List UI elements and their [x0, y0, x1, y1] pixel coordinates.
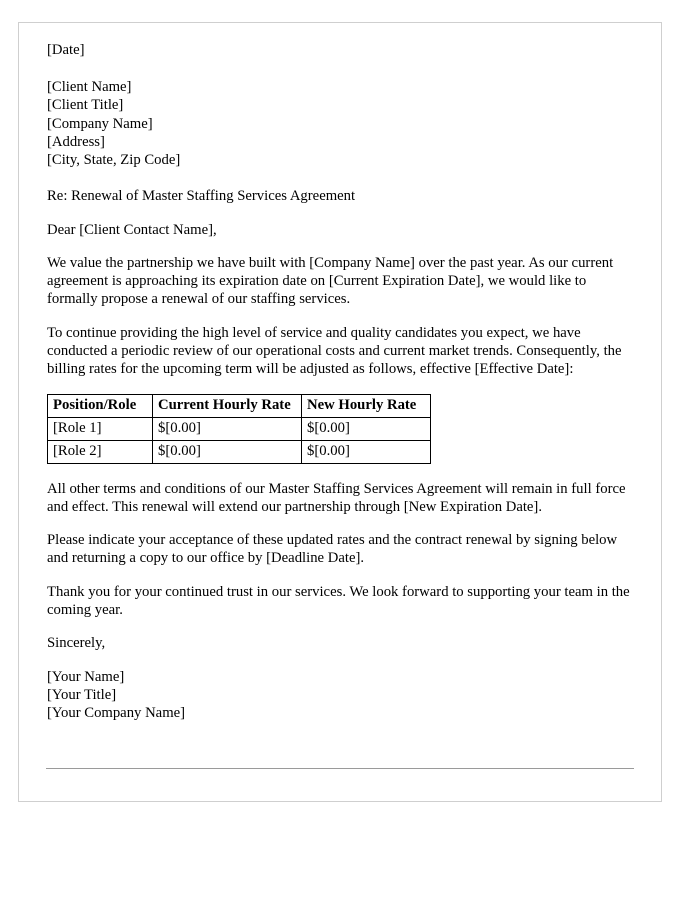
salutation: Dear [Client Contact Name], — [47, 221, 217, 238]
recipient-line: [Client Name] — [47, 79, 132, 96]
cell-current-rate: $[0.00] — [153, 417, 302, 440]
subject-line: Re: Renewal of Master Staffing Services Agreement — [47, 188, 356, 205]
signature-block — [47, 668, 637, 723]
cell-role: [Role 1] — [48, 417, 153, 440]
signature-line: [Your Company Name] — [47, 705, 186, 722]
body-paragraph-5: Thank you for your continued trust in our services. We look forward to supporting your team in the coming year. — [47, 583, 630, 619]
cell-new-rate: $[0.00] — [302, 417, 431, 440]
body-paragraph-3: All other terms and conditions of our Master Staffing Services Agreement will remain in full force and effect. This renewal will extend our partnership through [New Expiration Date]. — [47, 480, 626, 515]
signature-line: [Your Name] — [47, 668, 125, 685]
table-row — [48, 417, 431, 440]
table-header-row — [48, 394, 431, 417]
closing: Sincerely, — [47, 635, 106, 652]
recipient-line: [Company Name] — [47, 115, 153, 132]
cell-new-rate: $[0.00] — [302, 440, 431, 463]
recipient-line: [Address] — [47, 133, 105, 150]
body-paragraph-2: To continue providing the high level of service and quality candidates you expect, we have conducted a periodic review of our operational costs and current market trends. Consequently, the billing rates for the upcoming term will be adjusted as follows, effective [Effective Date]: — [47, 324, 622, 378]
date-block — [47, 41, 637, 59]
document-page — [18, 22, 662, 802]
date-field: [Date] — [47, 42, 85, 58]
footer-divider — [46, 768, 634, 769]
column-header-position: Position/Role — [48, 394, 153, 417]
letter-body — [47, 41, 637, 722]
cell-role: [Role 2] — [48, 440, 153, 463]
signature-line: [Your Title] — [47, 686, 117, 703]
recipient-address-block — [47, 78, 637, 169]
table-row — [48, 440, 431, 463]
recipient-line: [City, State, Zip Code] — [47, 152, 181, 169]
cell-current-rate: $[0.00] — [153, 440, 302, 463]
body-paragraph-4: Please indicate your acceptance of these updated rates and the contract renewal by signing below and returning a copy to our office by [Deadline Date]. — [47, 532, 618, 567]
column-header-current-rate: Current Hourly Rate — [153, 394, 302, 417]
rate-table — [47, 394, 431, 464]
body-paragraph-1: We value the partnership we have built with [Company Name] over the past year. As our current agreement is approaching its expiration date on [Current Expiration Date], we would like to formally propose a renewal of our staffing services. — [47, 254, 614, 308]
column-header-new-rate: New Hourly Rate — [302, 394, 431, 417]
recipient-line: [Client Title] — [47, 97, 124, 114]
